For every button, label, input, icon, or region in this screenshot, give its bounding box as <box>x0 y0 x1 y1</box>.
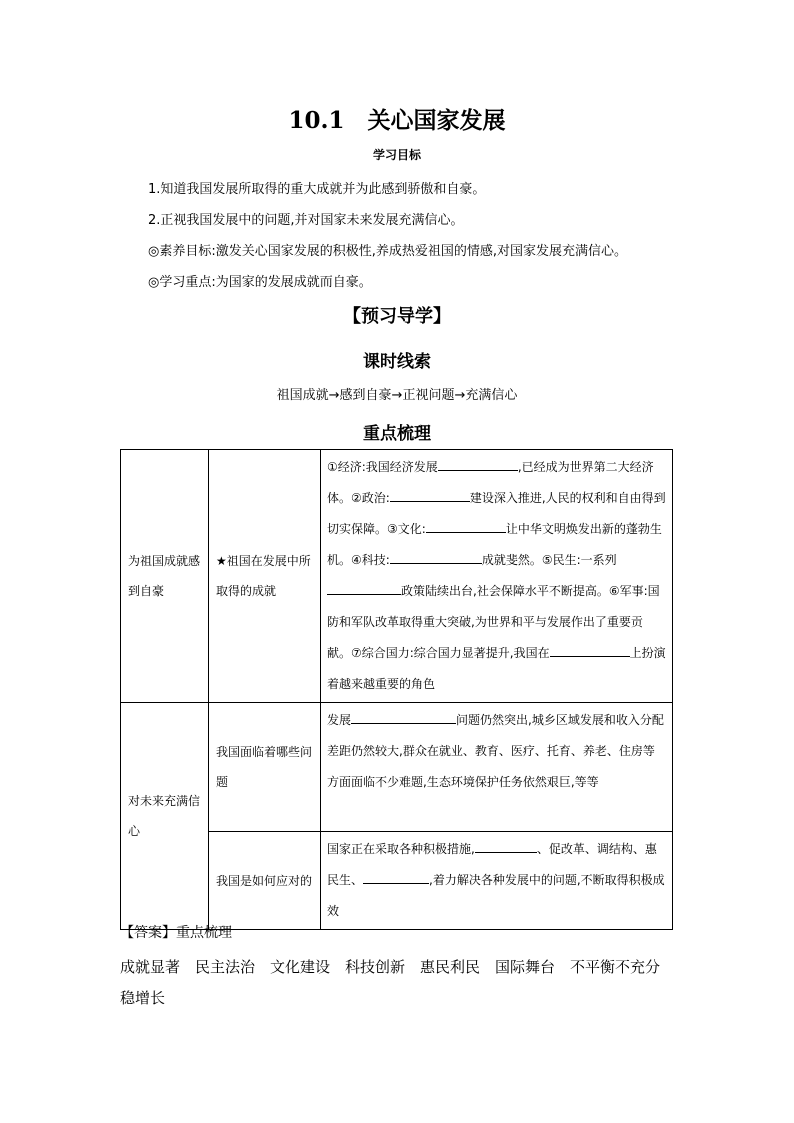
content-cell <box>321 703 673 832</box>
question-cell: 我国面临着哪些问题 <box>209 703 321 832</box>
text-segment: 政策陆续出台,社会保障水平不断提高。⑥军事:国防和军队改革取得重大突破,为世界和平与发展作出了重要贡献。⑦综合国力:综合国力显著提升,我国在 <box>327 584 660 660</box>
blank-line <box>438 458 518 471</box>
content-cell <box>321 450 673 703</box>
topic-cell: 对未来充满信心 <box>121 703 209 930</box>
text-segment: 让中华文明焕发出新的蓬勃生机。④科技: <box>327 522 662 567</box>
text-segment: 上扮演着越来越重要的角色 <box>327 646 666 691</box>
objectives-heading: 学习目标 <box>372 148 421 162</box>
blank-line <box>363 871 429 884</box>
text-segment: 成就斐然。⑤民生:一系列 <box>481 553 617 567</box>
blank-line <box>550 644 630 657</box>
objectives-list <box>148 174 627 298</box>
topic-cell: 为祖国成就感到自豪 <box>121 450 209 703</box>
objective-item: 2.正视我国发展中的问题,并对国家未来发展充满信心。 <box>148 213 464 228</box>
question-cell: 我国是如何应对的 <box>209 832 321 930</box>
blank-line <box>390 489 470 502</box>
content-cell <box>321 832 673 930</box>
objective-item: 1.知道我国发展所取得的重大成就并为此感到骄傲和自豪。 <box>148 182 486 197</box>
text-segment: ,已经成为世界第二大经济体。②政治: <box>327 460 654 505</box>
preview-heading: 【预习导学】 <box>343 306 451 327</box>
table-row <box>121 703 673 832</box>
text-segment: 发展 <box>327 713 352 727</box>
page-title: 10.1 关心国家发展 <box>288 107 506 134</box>
key-points-table <box>120 449 673 930</box>
blank-line <box>327 582 401 595</box>
subtopic-cell: ★祖国在发展中所取得的成就 <box>209 450 321 703</box>
blank-line <box>351 711 456 724</box>
text-segment: 问题仍然突出,城乡区域发展和收入分配差距仍然较大,群众在就业、教育、医疗、托育、养老、住房等方面面临不少难题,生态环境保护任务依然艰巨,等等 <box>327 713 664 789</box>
clue-heading: 课时线索 <box>363 352 431 372</box>
answer-label: 【答案】重点梳理 <box>120 925 232 941</box>
key-points-heading: 重点梳理 <box>363 424 431 444</box>
text-segment: 建设深入推进,人民的权利和自由得到切实保障。③文化: <box>327 491 666 536</box>
blank-line <box>426 520 506 533</box>
objective-item: ◎素养目标:激发关心国家发展的积极性,养成热爱祖国的情感,对国家发展充满信心。 <box>148 244 627 259</box>
answer-text: 成就显著 民主法治 文化建设 科技创新 惠民利民 国际舞台 不平衡不充分 稳增长 <box>120 958 676 1007</box>
table-row <box>121 450 673 703</box>
lesson-clue: 祖国成就→感到自豪→正视问题→充满信心 <box>276 388 518 403</box>
objective-item: ◎学习重点:为国家的发展成就而自豪。 <box>148 275 372 290</box>
text-segment: 国家正在采取各种积极措施, <box>327 842 475 856</box>
blank-line <box>475 840 537 853</box>
text-segment: ①经济:我国经济发展 <box>327 460 438 474</box>
text-segment: 、促改革、调结构、惠民生、 <box>327 842 657 887</box>
blank-line <box>390 551 482 564</box>
text-segment: ,着力解决各种发展中的问题,不断取得积极成效 <box>327 873 665 918</box>
